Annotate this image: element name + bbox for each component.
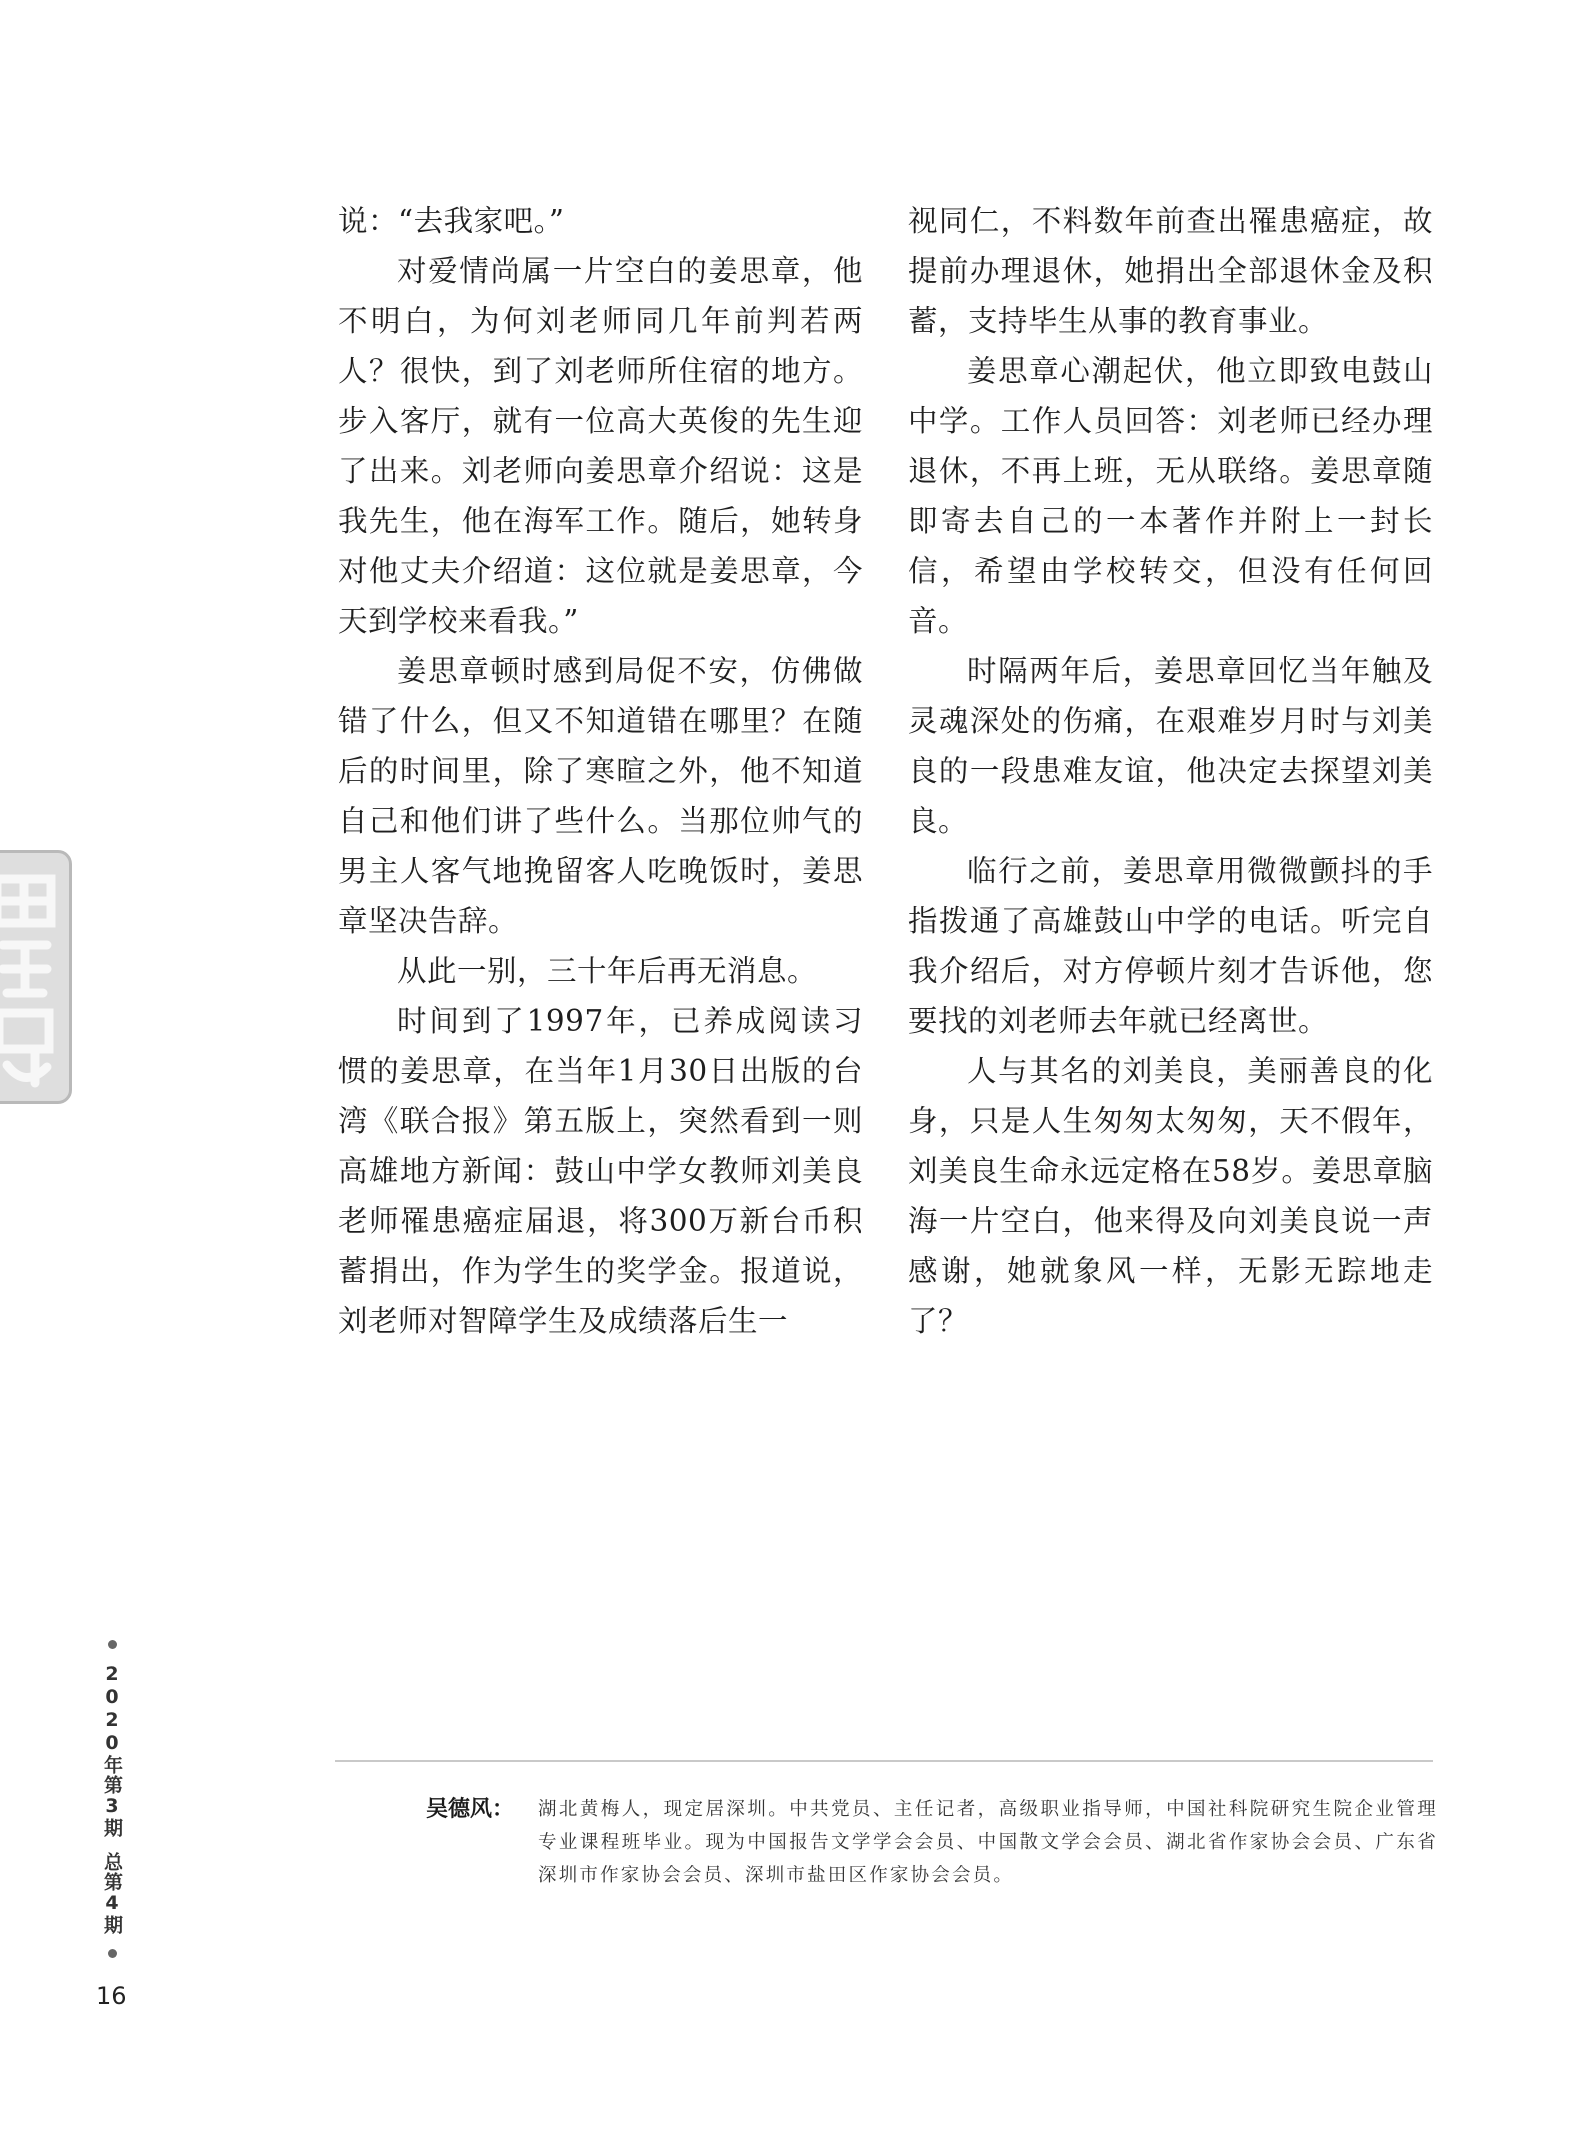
paragraph-2: 对爱情尚属一片空白的姜思章，他不明白，为何刘老师同几年前判若两人？很快，到了刘老师所住宿的地方。步入客厅，就有一位高大英俊的先生迎了出来。刘老师向姜思章介绍说：这是我先生，他在海军工作。随后，她转身对他丈夫介绍道：这位就是姜思章，今天到学校来看我。” — [338, 254, 863, 638]
seal-glyph-icon — [0, 853, 69, 1101]
paragraph-1: 说：“去我家吧。” — [338, 204, 565, 238]
paragraph-10: 人与其名的刘美良，美丽善良的化身，只是人生匆匆太匆匆，天不假年，刘美良生命永远定格在58岁。姜思章脑海一片空白，他来得及向刘美良说一声感谢，她就象风一样，无影无踪地走了？ — [908, 1054, 1433, 1338]
article-left-column — [338, 196, 863, 1346]
seal-stamp-decoration — [0, 850, 72, 1104]
total-issue-label: 总第4期 — [101, 1852, 123, 1935]
paragraph-3: 姜思章顿时感到局促不安，仿佛做错了什么，但又不知道错在哪里？在随后的时间里，除了寒暄之外，他不知道自己和他们讲了些什么。当那位帅气的男主人客气地挽留客人吃晚饭时，姜思章坚决告辞。 — [338, 654, 863, 938]
author-name: 吴德风： — [426, 1797, 515, 1822]
paragraph-6: 视同仁，不料数年前查出罹患癌症，故提前办理退休，她捐出全部退休金及积蓄，支持毕生从事的教育事业。 — [908, 204, 1433, 338]
issue-label: 2020年第3期 — [101, 1663, 123, 1838]
paragraph-5: 时间到了1997年，已养成阅读习惯的姜思章，在当年1月30日出版的台湾《联合报》第五版上，突然看到一则高雄地方新闻：鼓山中学女教师刘美良老师罹患癌症届退，将300万新台币积蓄捐出，作为学生的奖学金。报道说，刘老师对智障学生及成绩落后生一 — [338, 1004, 863, 1338]
author-bio-text: 湖北黄梅人，现定居深圳。中共党员、主任记者，高级职业指导师，中国社科院研究生院企业管理专业课程班毕业。现为中国报告文学学会会员、中国散文学会会员、湖北省作家协会会员、广东省深圳市作家协会会员、深圳市盐田区作家协会会员。 — [538, 1799, 1438, 1886]
issue-sidebar — [94, 1640, 130, 1958]
paragraph-4: 从此一别，三十年后再无消息。 — [397, 954, 818, 988]
paragraph-8: 时隔两年后，姜思章回忆当年触及灵魂深处的伤痛，在艰难岁月时与刘美良的一段患难友谊，他决定去探望刘美良。 — [908, 654, 1433, 838]
paragraph-9: 临行之前，姜思章用微微颤抖的手指拨通了高雄鼓山中学的电话。听完自我介绍后，对方停顿片刻才告诉他，您要找的刘老师去年就已经离世。 — [908, 854, 1433, 1038]
paragraph-7: 姜思章心潮起伏，他立即致电鼓山中学。工作人员回答：刘老师已经办理退休，不再上班，无从联络。姜思章随即寄去自己的一本著作并附上一封长信，希望由学校转交，但没有任何回音。 — [908, 354, 1433, 638]
bullet-dot-icon — [108, 1949, 117, 1958]
page-number: 16 — [96, 1982, 127, 2010]
bio-divider — [335, 1760, 1433, 1762]
author-bio — [426, 1793, 1438, 1892]
bullet-dot-icon — [108, 1640, 117, 1649]
article-right-column — [908, 196, 1433, 1346]
